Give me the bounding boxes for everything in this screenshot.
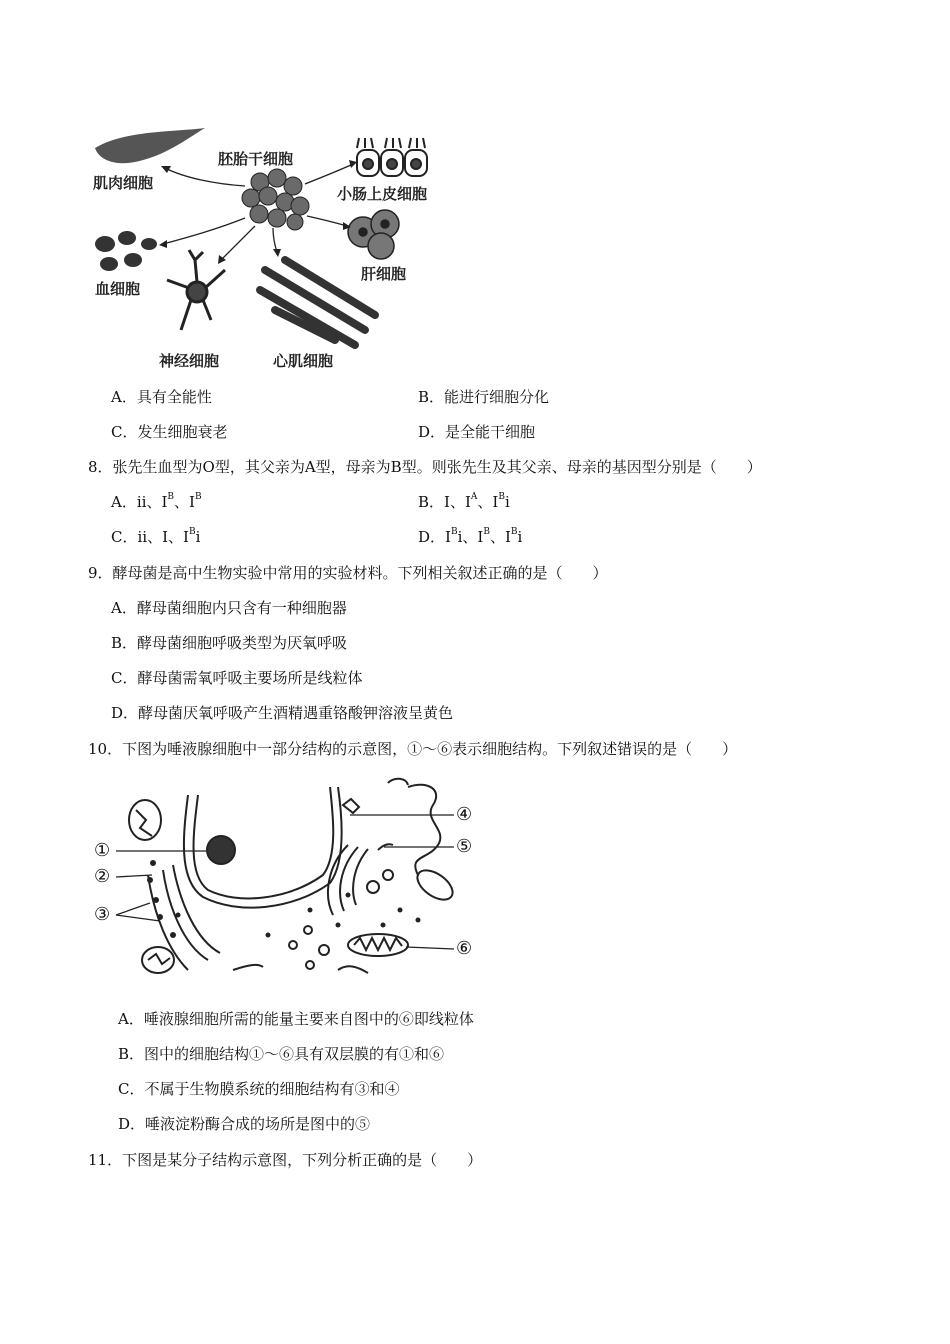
q9-stem: 9．酵母菌是高中生物实验中常用的实验材料。下列相关叙述正确的是（ ） (88, 564, 608, 582)
marker-3: ③ (94, 904, 111, 925)
centriole-4 (343, 799, 359, 813)
q8-stem: 8．张先生血型为O型，其父亲为A型，母亲为B型。则张先生及其父亲、母亲的基因型分别是（ ） (88, 458, 762, 476)
marker-6: ⑥ (456, 938, 473, 959)
q9-option-a[interactable]: A．酵母菌细胞内只含有一种细胞器 (111, 599, 347, 617)
figure-stem-cell-differentiation (85, 120, 465, 380)
q10-stem: 10．下图为唾液腺细胞中一部分结构的示意图，①～⑥表示细胞结构。下列叙述错误的是（ ） (88, 740, 738, 758)
nucleolus (207, 836, 235, 864)
q8-option-d[interactable]: D．$I^Bi$、$I^B$、$I^Bi$ (418, 527, 523, 546)
embryonic-stem-cell-cluster (242, 169, 309, 230)
q10-option-b[interactable]: B．图中的细胞结构①～⑥具有双层膜的有①和⑥ (118, 1045, 445, 1063)
label-liver-cell: 肝细胞 (361, 265, 407, 283)
q7-option-d[interactable]: D．是全能干细胞 (418, 423, 536, 441)
liver-cell-shapes (348, 210, 399, 259)
marker-1: ① (94, 840, 111, 861)
blood-cell-shapes (95, 231, 157, 271)
q10-option-a[interactable]: A．唾液腺细胞所需的能量主要来自图中的⑥即线粒体 (118, 1010, 474, 1028)
q8-option-a[interactable]: A．ⅱ、$I^B$、$I^B$ (111, 492, 202, 511)
figure-salivary-gland-cell (88, 775, 488, 985)
q7-option-c[interactable]: C．发生细胞衰老 (111, 423, 228, 441)
cardiac-cell-shape (260, 260, 375, 345)
q9-option-b[interactable]: B．酵母菌细胞呼吸类型为厌氧呼吸 (111, 634, 348, 652)
marker-2: ② (94, 866, 111, 887)
label-blood-cell: 血细胞 (95, 280, 141, 298)
q11-stem: 11．下图是某分子结构示意图，下列分析正确的是（ ） (88, 1151, 483, 1169)
q10-option-d[interactable]: D．唾液淀粉酶合成的场所是图中的⑤ (118, 1115, 371, 1133)
label-muscle-cell: 肌肉细胞 (93, 174, 154, 192)
q7-option-a[interactable]: A．具有全能性 (111, 388, 212, 406)
q7-option-b[interactable]: B．能进行细胞分化 (418, 388, 550, 406)
q8-option-c[interactable]: C．ⅱ、I、$I^Bi$ (111, 527, 201, 546)
q9-option-d[interactable]: D．酵母菌厌氧呼吸产生酒精遇重铬酸钾溶液呈黄色 (111, 704, 454, 722)
label-nerve-cell: 神经细胞 (159, 352, 220, 370)
q8-option-b[interactable]: B．I、$I^A$、$I^Bi$ (418, 492, 510, 511)
cell-structure-diagram (88, 775, 488, 985)
muscle-cell-shape (95, 128, 205, 163)
intestine-cell-shapes (357, 138, 427, 176)
label-intestine-cell: 小肠上皮细胞 (337, 185, 428, 203)
label-cardiac-cell: 心肌细胞 (273, 352, 334, 370)
q9-option-c[interactable]: C．酵母菌需氧呼吸主要场所是线粒体 (111, 669, 363, 687)
marker-4: ④ (456, 804, 473, 825)
mitochondrion-6 (348, 934, 408, 956)
q10-option-c[interactable]: C．不属于生物膜系统的细胞结构有③和④ (118, 1080, 400, 1098)
marker-5: ⑤ (456, 836, 473, 857)
nerve-cell-shape (167, 250, 225, 330)
label-embryonic-stem-cell: 胚胎干细胞 (218, 150, 294, 168)
